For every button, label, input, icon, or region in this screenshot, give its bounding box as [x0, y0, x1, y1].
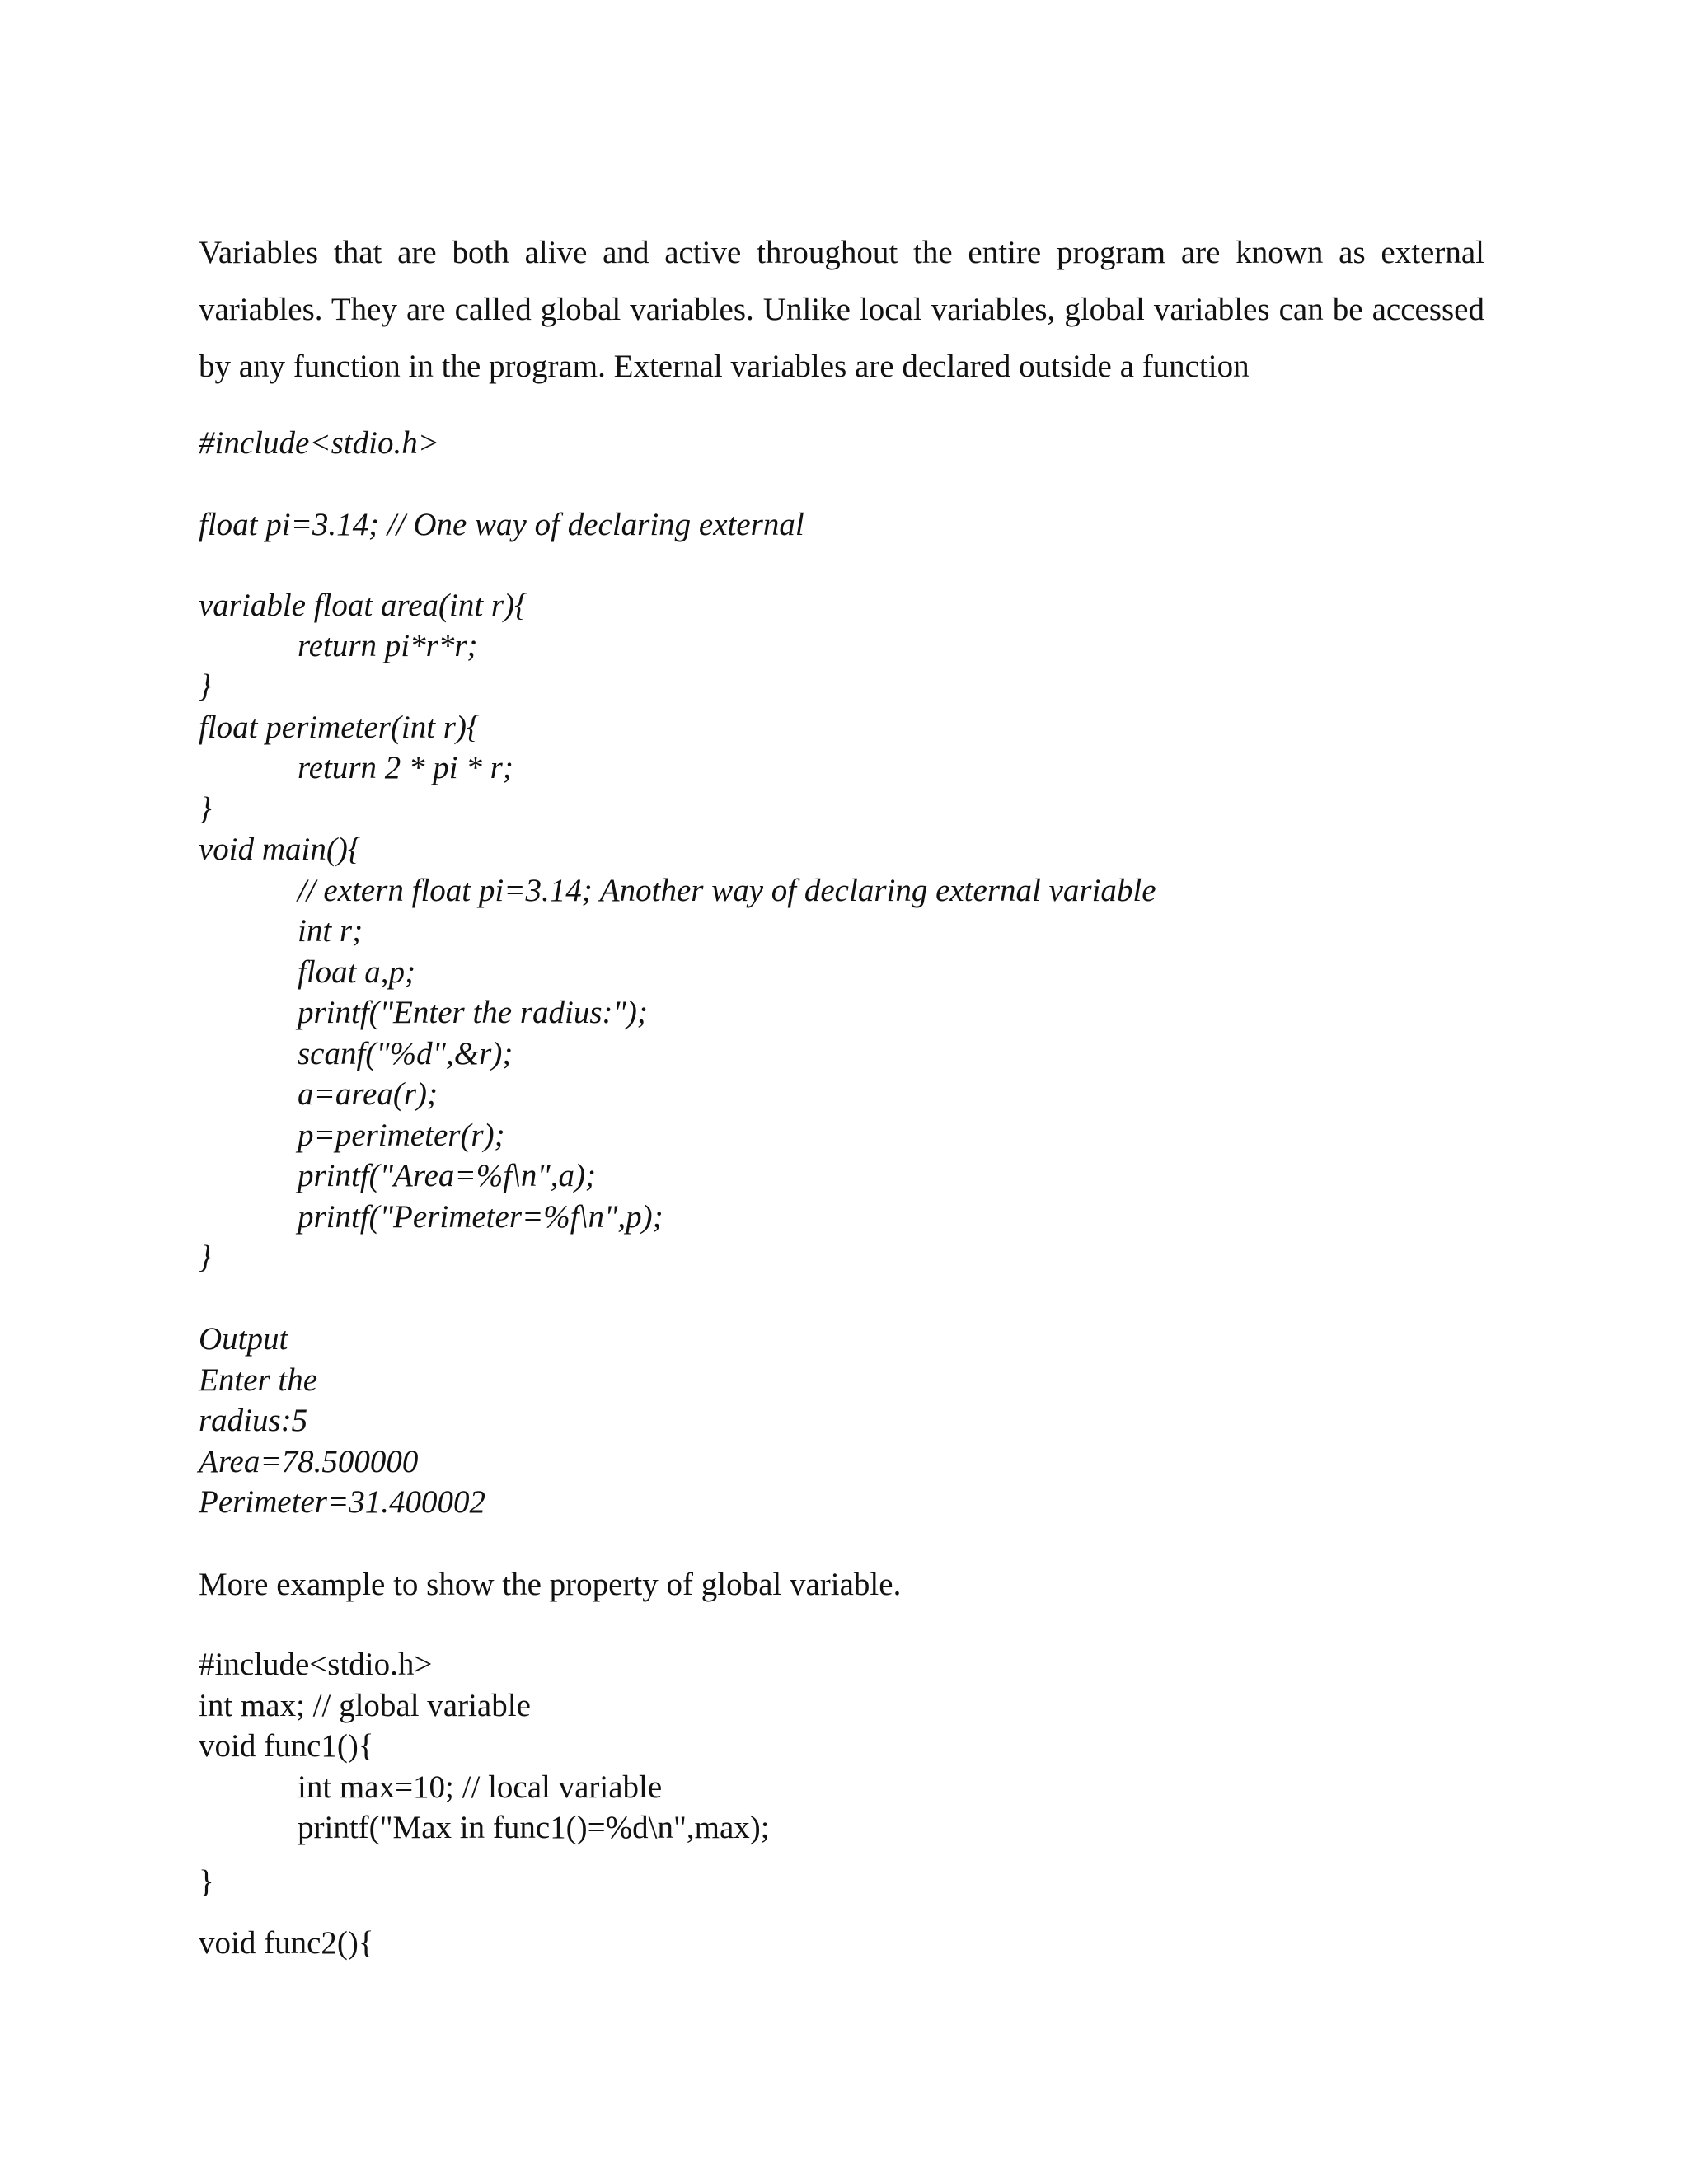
code-perimeter-return: return 2 * pi * r; — [298, 750, 513, 785]
code-close-brace: } — [199, 1240, 212, 1275]
code-area-return: return pi*r*r; — [298, 628, 478, 663]
code-main-line: printf("Area=%f\n",a); — [298, 1158, 596, 1193]
code-main-line: a=area(r); — [298, 1076, 438, 1112]
code-area-signature: variable float area(int r){ — [199, 588, 528, 623]
code-close-brace: } — [199, 791, 212, 827]
code2-func2-signature: void func2(){ — [199, 1925, 374, 1961]
output-heading: Output — [199, 1321, 288, 1357]
output-line: Enter the — [199, 1362, 318, 1398]
code-main-line: p=perimeter(r); — [298, 1118, 505, 1153]
code-include: #include<stdio.h> — [199, 425, 440, 461]
output-line: radius:5 — [199, 1403, 308, 1438]
code-main-line: // extern float pi=3.14; Another way of declaring external variable — [298, 873, 1156, 908]
code2-global-declaration: int max; // global variable — [199, 1688, 531, 1723]
code-perimeter-signature: float perimeter(int r){ — [199, 710, 480, 745]
code-main-line: int r; — [298, 913, 363, 949]
more-example-text: More example to show the property of global variable. — [199, 1567, 902, 1602]
code-close-brace: } — [199, 668, 212, 704]
code2-func1-line: int max=10; // local variable — [298, 1769, 663, 1805]
code-main-signature: void main(){ — [199, 832, 361, 867]
code-main-line: printf("Perimeter=%f\n",p); — [298, 1199, 663, 1235]
code-main-line: printf("Enter the radius:"); — [298, 995, 648, 1030]
code2-include: #include<stdio.h> — [199, 1647, 433, 1682]
code-main-line: scanf("%d",&r); — [298, 1036, 513, 1071]
output-line: Area=78.500000 — [199, 1444, 419, 1479]
code2-func1-signature: void func1(){ — [199, 1728, 374, 1764]
code-pi-declaration: float pi=3.14; // One way of declaring external — [199, 507, 804, 542]
output-line: Perimeter=31.400002 — [199, 1484, 486, 1520]
code-main-line: float a,p; — [298, 954, 415, 990]
code2-close-brace: } — [199, 1864, 214, 1900]
code2-func1-line: printf("Max in func1()=%d\n",max); — [298, 1810, 770, 1845]
intro-paragraph: Variables that are both alive and active throughout the entire program are known as external variables. They are called global variables. Unlike local variables, global variables can be accessed by any function in the program. External variables are declared outside a function — [199, 235, 1484, 384]
